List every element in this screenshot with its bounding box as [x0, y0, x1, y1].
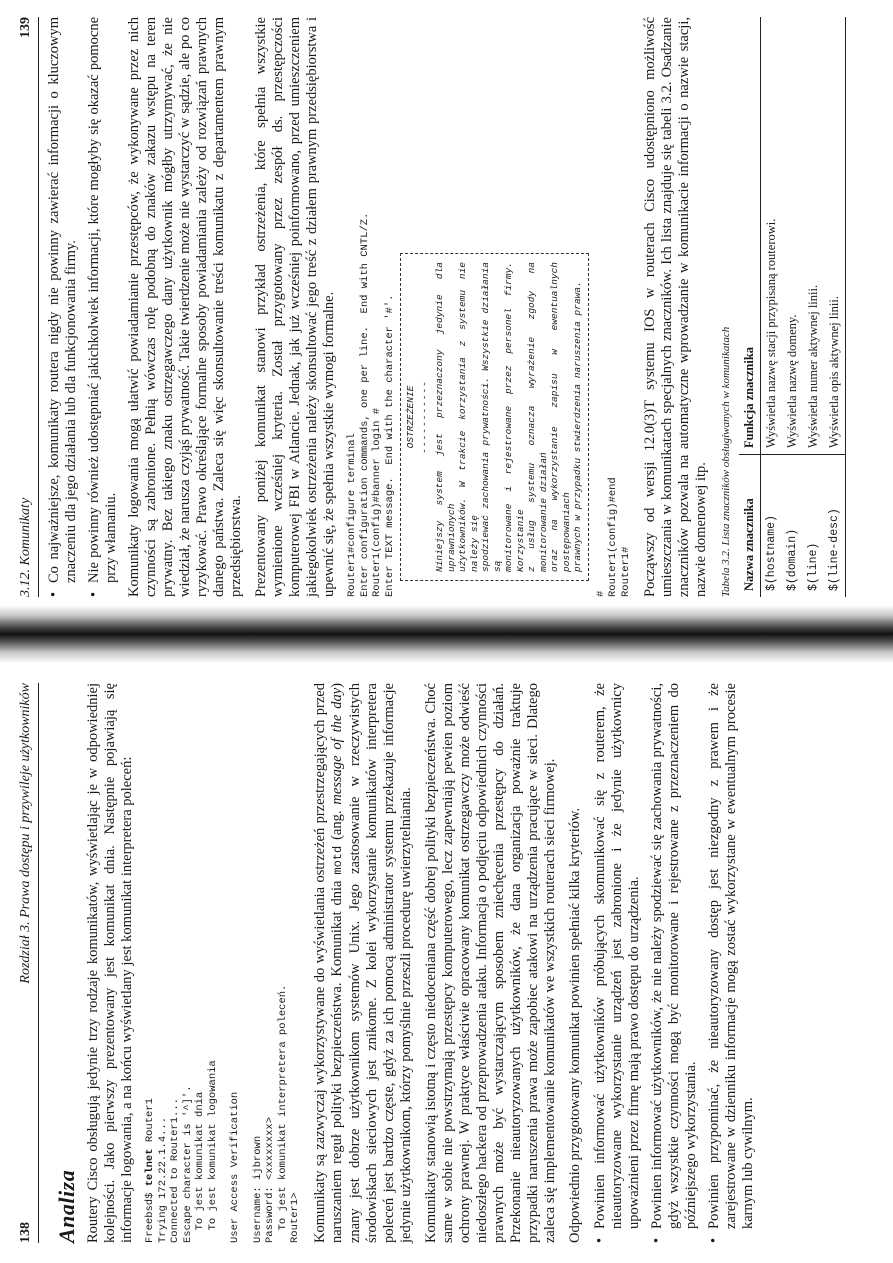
left-page-number: 138 [18, 1222, 33, 1243]
left-page [0, 683, 893, 1243]
list-item: • Powinien informować użytkowników, że nie należy spodziewać się zachowania prywatności, gdyż wszystkie czynności mogą być monitorowane i rejestrowane z przeznaczeniem do późniejszego wykorzystania. [649, 683, 700, 1243]
tag-function-cell: Wyświetla numer aktywnej linii. [806, 284, 820, 448]
banner-line: oraz na wykorzystanie zapisu w ewentualnych postępowaniach [549, 262, 572, 572]
code-line: To jest komunikat logowania [206, 1060, 219, 1243]
table-row [782, 17, 803, 597]
banner-line: monitorowane i rejestrowane przez personel firmy. Korzystanie [503, 262, 526, 572]
table-caption: Tabela 3.2. Lista znaczników obsługiwanych w komunikatach [720, 326, 732, 597]
right-paragraph-2: Prezentowany poniżej komunikat stanowi przykład ostrzeżenia, które spełnia wszystkie wymienione wcześniej kryteria. Został przygotowany przez zespół ds. przestępczości komputerowej FBI w Atlancie. Jednak, jak już wcześniej poinformowano, przed umieszczeniem jakiegokolwiek ostrzeżenia należy skonsultować jego treść z działem prawnym przedsiębiorstwa i upewnić się, że spełnia wszystkie wymogi formalne. [253, 17, 337, 597]
tag-function-cell: Wyświetla nazwę domeny. [785, 314, 799, 448]
code-line: Router1(config)#banner login # [371, 407, 383, 597]
banner-underline: ----------- [418, 380, 430, 454]
tag-name-cell: $(domain) [782, 455, 803, 598]
code-line: Router1(config)#end [607, 477, 619, 597]
right-body [46, 17, 846, 597]
table-row [803, 17, 824, 597]
code-line: Freebsd$ telnet Router1 [144, 1098, 156, 1243]
list-item: • Nie powinny również udostępniać jakichkolwiek informacji, które mogłyby się okazać pomocne przy włamaniu. [86, 17, 120, 597]
criteria-list [592, 683, 757, 1243]
user-access-verification-line: User Access Verification [229, 1091, 241, 1243]
banner-title: OSTRZEŻENIE [405, 385, 416, 449]
code-line: Username: ijbrown [251, 1135, 264, 1243]
left-paragraph-1: Routery Cisco obsługują jedynie trzy rodzaje komunikatów, wyświetlając je w odpowiedniej kolejności. Jako pierwszy prezentowany jest komunikat dnia. Następnie pojawiają się informacje logowania, a na końcu wyświetlany jest komunikat interpretera poleceń: [85, 683, 135, 1243]
list-item: • Powinien informować użytkowników próbujących skomunikować się z routerem, że nieautoryzowane wykorzystanie urządzeń jest zabronione i że jedynie użytkownicy upoważnieni przez firmę mają prawo dostępu do urządzenia. [592, 683, 643, 1243]
left-paragraph-2: Komunikaty są zazwyczaj wykorzystywane do wyświetlania ostrzeżeń przestrzegających przed naruszaniem reguł polityki bezpieczeństwa. Komunikat dnia motd (ang. message of the day) znany jest dobrze użytkownikom systemów Unix. Jego zastosowanie w rzeczywistych środowiskach sieciowych jest znikome. Z kolei wykorzystanie komunikatów interpretera poleceń jest bardzo częste, gdyż za ich pomocą administrator systemu przekazuje informacje jedynie użytkownikom, którzy pomyślnie przeszli procedurę uwierzytelniania. [311, 682, 414, 1243]
banner-line: z usług systemu oznacza wyrażenie zgody na monitorowanie działań [526, 262, 549, 572]
right-page-number: 139 [18, 17, 33, 38]
criteria-list-continued [46, 17, 120, 597]
banner-line: Niniejszy system jest przeznaczony jedynie dla uprawnionych [434, 262, 457, 572]
code-line: Password: <xxxxxxxx> [264, 1116, 276, 1243]
right-paragraph-1: Komunikaty logowania mogą ułatwić powiadamianie przestępców, że wykonywane przez nich czynności są zabronione. Pełnią wówczas rolę podobną do znaków zakazu wstępu na teren prywatny. Bez takiego znaku ostrzegawczego dany użytkownik mógłby utrzymywać, że nie wiedział, że narusza czyjąś prywatność. Takie twierdzenie może nie wystarczyć w sądzie, ale po co ryzykować. Prawo określające formalne sposoby powiadamiania zależy od rozwiązań prawnych danego państwa. Zaleca się więc skonsultowanie treści komunikatu z departamentem prawnym przedsiębiorstwa. [126, 17, 244, 597]
left-paragraph-4: Odpowiednio przygotowany komunikat powinien spełniać kilka kryteriów. [566, 807, 583, 1243]
code-line: # [594, 590, 607, 597]
message-of-the-day-term: message of the day [328, 687, 345, 805]
table-row [761, 17, 783, 597]
right-page [0, 17, 893, 597]
tags-table [739, 17, 846, 597]
right-paragraph-3: Począwszy od wersji 12.0(3)T systemu IOS w routerach Cisco udostępniono możliwość umieszczania w komunikatach specjalnych znaczników. Ich lista znajduje się tabeli 3.2. Osadzanie znaczników pozwala na automatyczne wprowadzanie w komunikacie informacji o nazwie stacji, nazwie domenowej itp. [642, 17, 709, 597]
banner-line: prawnych w przypadku stwierdzenia naruszenia prawa. [572, 281, 583, 572]
book-spine-shadow [0, 605, 893, 663]
motd-term: motd [330, 845, 345, 875]
tag-function-cell: Wyświetla nazwę stacji przypisaną routerowi. [764, 218, 778, 448]
tag-function-cell: Wyświetla opis aktywnej linii. [824, 17, 846, 455]
tag-name-cell: $(line-desc) [824, 455, 846, 598]
warning-banner-box [400, 253, 589, 581]
tag-name-cell: $(hostname) [761, 455, 783, 598]
list-item: • Co najważniejsze, komunikaty routera nigdy nie powinny zawierać informacji o kluczowym znaczeniu dla jego działania lub dla funkcjonowania firmy. [46, 17, 80, 597]
code-line: Router1> [289, 1192, 301, 1243]
code-line: Enter configuration commands, one per line. End with CNTL/Z. [358, 212, 371, 597]
list-item: • Powinien przypominać, że nieautoryzowany dostęp jest niezgodny z prawem i że zarejestrowane w dzienniku informacje mogą zostać wykorzystane w ewentualnym procesie karnym lub cywilnym. [706, 683, 757, 1243]
code-line: Router1#configure terminal [346, 433, 358, 597]
banner-line: spodziewać zachowania prywatności. Wszystkie działania są [480, 262, 503, 572]
left-header-title: Rozdział 3. Prawa dostępu i przywileje użytkowników [18, 683, 33, 984]
code-line: Router1# [619, 546, 632, 597]
login-session-code [252, 683, 302, 1243]
right-header-title: 3.12. Komunikaty [18, 497, 33, 597]
column-header: Funkcja znacznika [739, 17, 761, 455]
left-paragraph-3: Komunikaty stanowią istotną i często niedoceniana część dobrej polityki bezpieczeństwa. Choć same w sobie nie powstrzymają przestępcy komputerowego, lecz zapewniają pewien poziom ochrony prawnej. W praktyce właściwie opracowany komunikat ostrzegawczy może odwieść niedoszłego hackera od przeprowadzenia ataku. Informacja o podjęciu odpowiednich czynności prawnych może być wystarczającym sposobem zniechęcenia przestępcy do działań. Przekonanie nieautoryzowanych użytkowników, że dana organizacja poważnie traktuje przypadki naruszenia prawa może zapobiec atakowi na urządzenia pracujące w sieci. Dlatego zaleca się implementowanie komunikatów we wszystkich routerach sieci firmowej. [422, 683, 558, 1243]
left-running-header [18, 683, 39, 1243]
right-running-header [18, 17, 39, 597]
code-line: Escape character is '^]'. [181, 1085, 194, 1243]
table-header-row [739, 17, 761, 597]
tag-name-cell: $(line) [803, 455, 824, 598]
left-body [54, 682, 763, 1243]
table-row [824, 17, 846, 597]
code-line: Connected to Router1... [169, 1098, 181, 1243]
telnet-session-code [144, 683, 219, 1243]
column-header: Nazwa znacznika [739, 455, 761, 598]
code-line: To jest komunikat dnia [194, 1091, 206, 1243]
code-line: To jest komunikat interpretera poleceń. [276, 984, 289, 1243]
banner-end-code [595, 17, 633, 597]
banner-config-code [346, 17, 396, 597]
code-line: Enter TEXT message. End with the character '#'. [383, 294, 396, 597]
banner-line: użytkowników. W trakcie korzystania z systemu nie należy się [457, 262, 480, 572]
code-line: Trying 172.22.1.4... [156, 1116, 169, 1243]
section-title: Analiza [54, 1169, 79, 1243]
